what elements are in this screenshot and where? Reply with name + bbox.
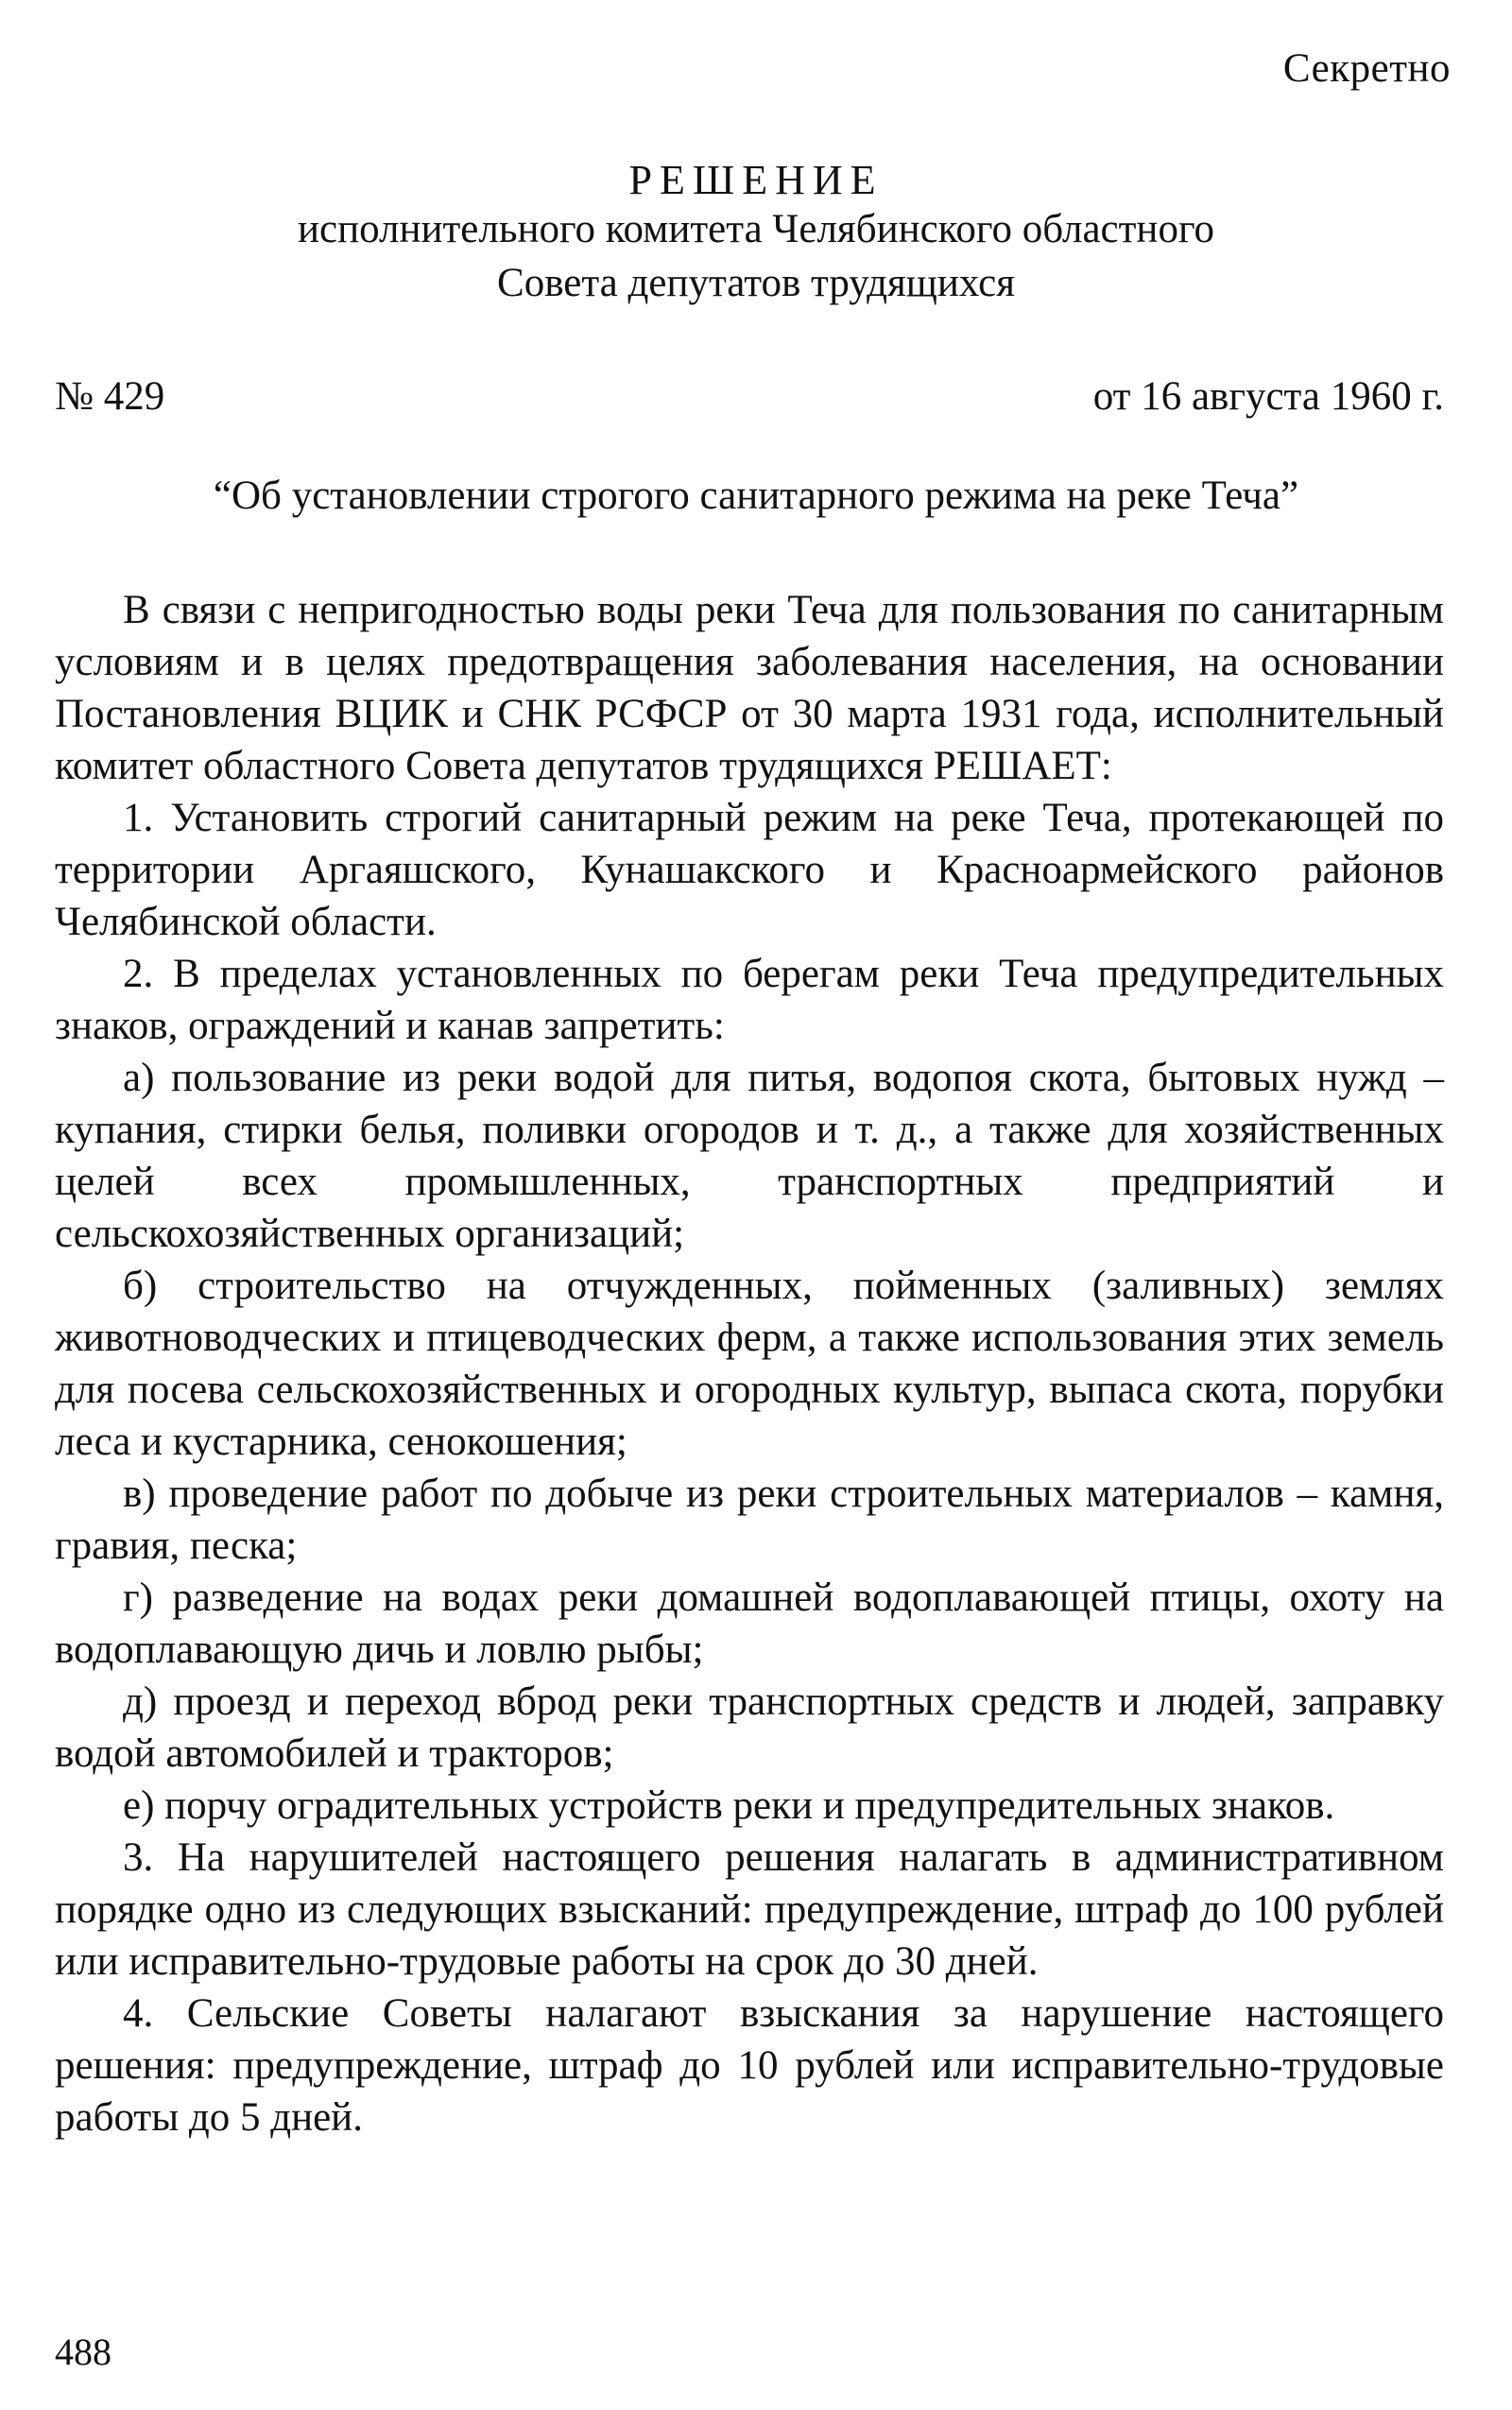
document-meta-row	[55, 373, 1444, 420]
page-number: 488	[55, 2331, 112, 2373]
body-paragraph: в) проведение работ по добыче из реки строительных материалов – камня, гравия, песка;	[55, 1472, 1444, 1568]
document-date: от 16 августа 1960 г.	[1092, 374, 1444, 419]
classification-label: Секретно	[1282, 46, 1451, 91]
document-body	[55, 584, 1444, 2143]
body-paragraph: е) порчу оградительных устройств реки и предупредительных знаков.	[123, 1783, 1335, 1828]
document-subtitle-line-1: исполнительного комитета Челябинского областного	[297, 207, 1215, 251]
body-paragraph: 1. Установить строгий санитарный режим на реке Теча, протекающей по территории Аргаяшского, Кунашакского и Красноармейского районов Челябинской области.	[55, 796, 1444, 944]
decision-heading: “Об установлении строгого санитарного режима на реке Теча”	[213, 473, 1299, 518]
body-paragraph: 3. На нарушителей настоящего решения налагать в административном порядке одно из следующих взысканий: предупреждение, штраф до 100 рублей или исправительно-трудовые работы на срок до 30 дней.	[55, 1835, 1444, 1984]
body-paragraph: В связи с непригодностью воды реки Теча для пользования по санитарным условиям и в целях предотвращения заболевания населения, на основании Постановления ВЦИК и СНК РСФСР от 30 марта 1931 года, исполнительный комитет областного Совета депутатов трудящихся РЕШАЕТ:	[55, 588, 1444, 788]
body-paragraph: 2. В пределах установленных по берегам реки Теча предупредительных знаков, ограждений и канав запретить:	[55, 952, 1444, 1048]
body-paragraph: 4. Сельские Советы налагают взыскания за нарушение настоящего решения: предупреждение, штраф до 10 рублей или исправительно-трудовые работы до 5 дней.	[55, 1991, 1444, 2140]
body-paragraph: г) разведение на водах реки домашней водоплавающей птицы, охоту на водоплавающую дичь и ловлю рыбы;	[55, 1575, 1444, 1672]
document-title: РЕШЕНИЕ	[628, 157, 884, 203]
body-paragraph: б) строительство на отчужденных, пойменных (заливных) землях животноводческих и птицеводческих ферм, а также использования этих земель для посева сельскохозяйственных и огородных культур, выпаса скота, порубки леса и кустарника, сенокошения;	[55, 1264, 1444, 1464]
document-subtitle-line-2: Совета депутатов трудящихся	[497, 261, 1015, 305]
document-number: № 429	[55, 374, 165, 419]
body-paragraph: д) проезд и переход вброд реки транспортных средств и людей, заправку водой автомобилей и тракторов;	[55, 1679, 1444, 1776]
body-paragraph: а) пользование из реки водой для питья, водопоя скота, бытовых нужд – купания, стирки белья, поливки огородов и т. д., а также для хозяйственных целей всех промышленных, транспортных предприятий и сельскохозяйственных организаций;	[55, 1056, 1444, 1256]
